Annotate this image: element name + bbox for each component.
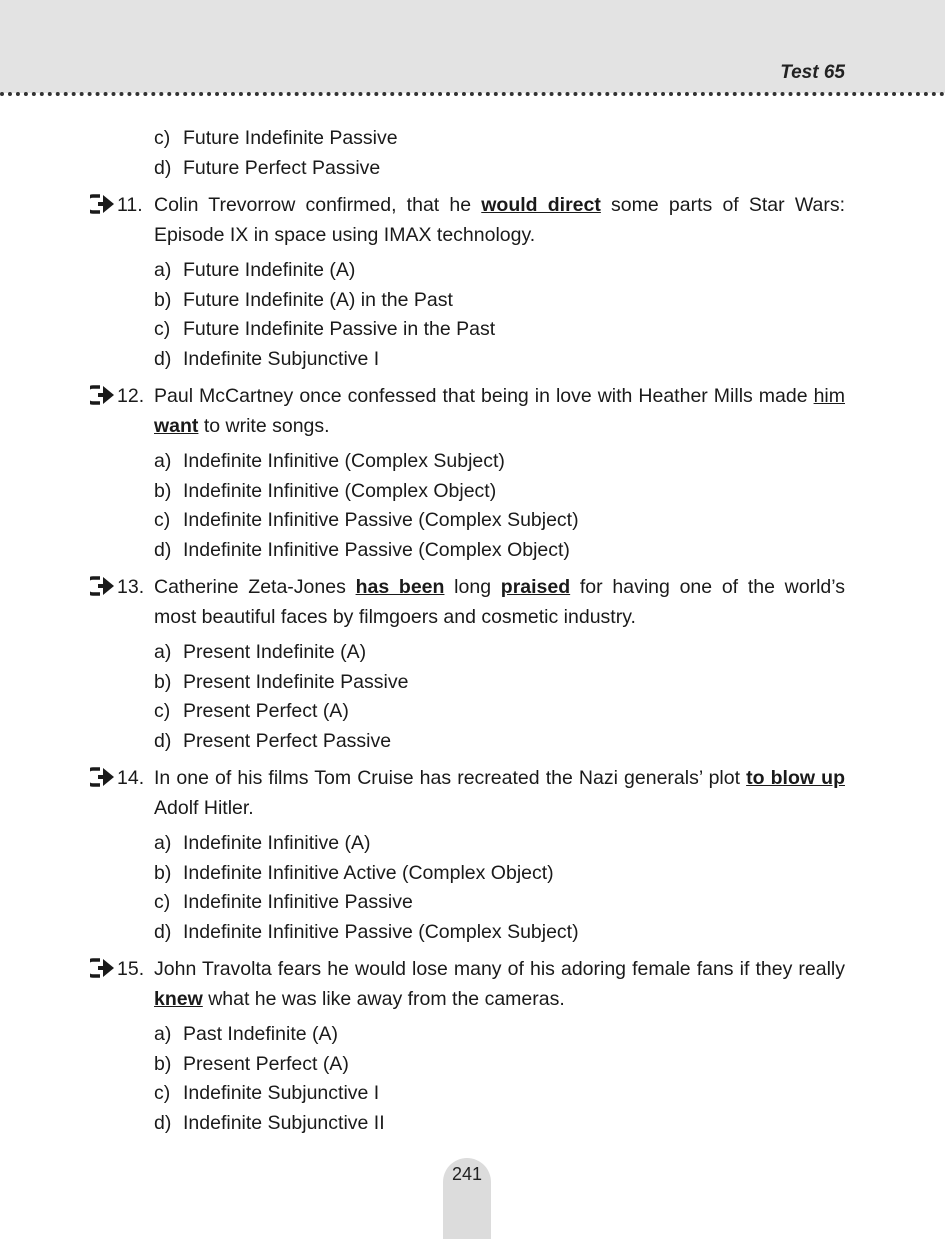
- text-segment: for having one of the world’s most beautiful faces by filmgoers and cosmetic industry.: [154, 576, 846, 628]
- option-text: Indefinite Infinitive Active (Complex Object): [183, 861, 554, 884]
- option-letter: d): [154, 347, 172, 370]
- option-letter: b): [154, 861, 172, 884]
- question-number: 15.: [117, 958, 145, 980]
- highlighted-verb: would direct: [481, 194, 601, 216]
- test-label: Test 65: [780, 62, 845, 83]
- option-letter: d): [154, 729, 172, 752]
- answer-option: [154, 888, 945, 918]
- option-text: Indefinite Infinitive Passive (Complex Subject): [183, 509, 579, 531]
- option-text: Present Indefinite Passive: [183, 670, 409, 693]
- page-header: [0, 0, 945, 93]
- text-segment: In one of his films Tom Cruise has recreated the Nazi generals’ plot: [154, 767, 747, 789]
- option-letter: d): [154, 538, 172, 561]
- answer-option: [154, 1050, 945, 1080]
- question-text: [154, 955, 845, 1014]
- answer-option: [154, 256, 945, 286]
- option-letter: c): [154, 700, 171, 722]
- highlighted-verb: has been: [355, 576, 445, 598]
- option-letter: c): [154, 127, 171, 149]
- option-letter: a): [154, 259, 172, 281]
- option-letter: d): [154, 1111, 172, 1134]
- option-text: Future Indefinite Passive: [183, 127, 398, 149]
- option-text: Present Perfect (A): [183, 1052, 349, 1075]
- option-text: Past Indefinite (A): [183, 1023, 338, 1045]
- option-letter: c): [154, 891, 171, 913]
- answer-option: [154, 668, 945, 698]
- answer-option: [154, 447, 945, 477]
- question-number: 12.: [117, 385, 145, 407]
- option-text: Indefinite Subjunctive I: [183, 1082, 380, 1104]
- text-segment: Colin Trevorrow confirmed, that he: [154, 194, 482, 216]
- answer-option: [154, 536, 945, 566]
- arrow-bullet-icon: [90, 194, 116, 214]
- option-letter: b): [154, 1052, 172, 1075]
- answer-option: [154, 1079, 945, 1109]
- text-segment: to write songs.: [198, 414, 330, 437]
- arrow-bullet-icon: [90, 576, 116, 596]
- underlined-word: him: [813, 385, 845, 407]
- answer-option: [154, 345, 945, 375]
- option-text: Future Indefinite (A): [183, 259, 356, 281]
- page-number: 241: [451, 1164, 483, 1184]
- answer-option: [154, 697, 945, 727]
- question-item: [0, 573, 945, 632]
- option-text: Indefinite Infinitive (A): [183, 832, 371, 854]
- option-letter: c): [154, 509, 171, 531]
- option-letter: c): [154, 1082, 171, 1104]
- option-letter: a): [154, 832, 172, 854]
- answer-option: [154, 1020, 945, 1050]
- option-text: Indefinite Infinitive Passive: [183, 891, 413, 913]
- answer-option: [154, 918, 945, 948]
- question-item: [0, 382, 945, 441]
- option-text: Indefinite Infinitive Passive (Complex Subject): [183, 920, 579, 943]
- option-text: Indefinite Infinitive Passive (Complex Object): [183, 538, 570, 561]
- answer-option: [154, 727, 945, 757]
- arrow-bullet-icon: [90, 958, 116, 978]
- answer-option: [154, 124, 945, 154]
- question-number: 14.: [117, 767, 145, 789]
- dotted-divider: [0, 92, 945, 96]
- question-text: [154, 573, 845, 632]
- option-text: Future Indefinite (A) in the Past: [183, 288, 453, 311]
- option-text: Indefinite Subjunctive I: [183, 347, 380, 370]
- option-text: Present Perfect (A): [183, 700, 349, 722]
- question-text: [154, 191, 845, 250]
- arrow-bullet-icon: [90, 385, 116, 405]
- question-item: [0, 191, 945, 250]
- highlighted-verb: knew: [154, 987, 203, 1010]
- answer-option: [154, 859, 945, 889]
- answer-option: [154, 315, 945, 345]
- text-segment: Adolf Hitler.: [154, 796, 254, 819]
- option-letter: d): [154, 920, 172, 943]
- option-text: Indefinite Infinitive (Complex Subject): [183, 450, 505, 472]
- arrow-bullet-icon: [90, 767, 116, 787]
- option-text: Present Perfect Passive: [183, 729, 392, 752]
- answer-option: [154, 154, 945, 184]
- text-segment: Catherine Zeta-Jones: [154, 576, 356, 598]
- answer-option: [154, 638, 945, 668]
- text-segment: what he was like away from the cameras.: [202, 987, 565, 1010]
- highlighted-verb: to blow up: [746, 767, 845, 789]
- option-letter: c): [154, 318, 171, 340]
- option-letter: a): [154, 641, 172, 663]
- option-text: Indefinite Infinitive (Complex Object): [183, 479, 497, 502]
- question-item: [0, 764, 945, 823]
- answer-option: [154, 1109, 945, 1139]
- question-text: [154, 764, 845, 823]
- option-letter: b): [154, 288, 172, 311]
- option-text: Indefinite Subjunctive II: [183, 1111, 385, 1134]
- question-number: 13.: [117, 576, 145, 598]
- option-letter: b): [154, 479, 172, 502]
- highlighted-verb: praised: [500, 576, 571, 598]
- answer-option: [154, 286, 945, 316]
- text-segment: some parts of Star Wars: Episode IX in space using IMAX technology.: [154, 194, 846, 246]
- option-text: Present Indefinite (A): [183, 641, 367, 663]
- option-text: Future Indefinite Passive in the Past: [183, 318, 496, 340]
- question-list: [0, 124, 945, 1138]
- option-letter: a): [154, 450, 172, 472]
- option-letter: a): [154, 1023, 172, 1045]
- highlighted-verb: want: [154, 414, 199, 437]
- answer-option: [154, 477, 945, 507]
- question-item: [0, 955, 945, 1014]
- answer-option: [154, 829, 945, 859]
- question-number: 11.: [117, 194, 143, 216]
- text-segment: long: [444, 576, 501, 598]
- text-segment: John Travolta fears he would lose many of his adoring female fans if they really: [154, 958, 845, 980]
- option-letter: d): [154, 156, 172, 179]
- text-segment: Paul McCartney once confessed that being in love with Heather Mills made: [154, 385, 814, 407]
- question-text: [154, 382, 845, 441]
- option-letter: b): [154, 670, 172, 693]
- answer-option: [154, 506, 945, 536]
- option-text: Future Perfect Passive: [183, 156, 381, 179]
